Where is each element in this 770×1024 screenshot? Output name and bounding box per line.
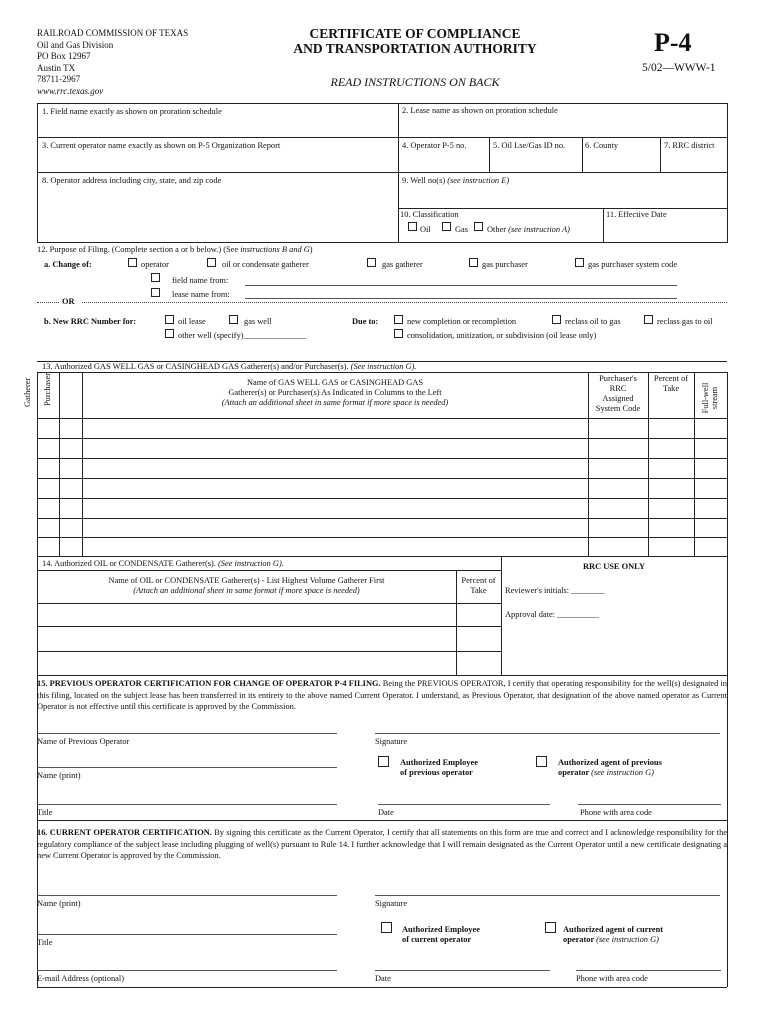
reclass-oil-gas-label: reclass oil to gas — [565, 317, 621, 326]
prev-name-print-label: Name (print) — [37, 771, 81, 780]
agency-block — [37, 28, 188, 97]
change-gas-gatherer-label: gas gatherer — [382, 260, 423, 269]
s15-body: Being the PREVIOUS OPERATOR, I certify that operating responsibility for the well(s) designated in this filing, located on the subject lease has been transferred in its entirety to the above named Current Operator. I understand, as Previous Operator, that designation of the above named operator as Current Operator is not effective until this certificate is approved by the Commission. — [37, 679, 727, 711]
emp-line: Authorized Employee — [402, 925, 480, 934]
new-completion-checkbox[interactable] — [394, 315, 403, 324]
field-2-label: 2. Lease name as shown on proration schedule — [402, 106, 558, 115]
field-4-label: 4. Operator P-5 no. — [402, 141, 467, 150]
reclass-oil-gas-checkbox[interactable] — [552, 315, 561, 324]
form-number: P-4 — [654, 28, 692, 57]
field-11-label: 11. Effective Date — [606, 210, 667, 219]
prev-agent-label — [558, 758, 662, 778]
prev-title-label: Title — [37, 808, 53, 817]
s14-title-instr: (See instruction G). — [218, 559, 284, 568]
agent-line: Authorized agent of current — [563, 925, 664, 934]
code-line: System Code — [595, 404, 641, 413]
or-label: OR — [62, 297, 75, 306]
field-5-label: 5. Oil Lse/Gas ID no. — [493, 141, 566, 150]
other-text: Other — [487, 225, 507, 234]
prev-operator-name-label: Name of Previous Operator — [37, 737, 130, 746]
pct-line: Take — [662, 384, 680, 393]
change-gas-purchaser-checkbox[interactable] — [469, 258, 478, 267]
new-other-well-checkbox[interactable] — [165, 329, 174, 338]
s14-name-line: (Attach an additional sheet in same format if more space is needed) — [133, 586, 360, 595]
other-checkbox[interactable] — [474, 222, 483, 231]
change-operator-checkbox[interactable] — [128, 258, 137, 267]
title-line: CERTIFICATE OF COMPLIANCE — [309, 26, 521, 41]
new-completion-label: new completion or recompletion — [407, 317, 517, 326]
new-oil-lease-checkbox[interactable] — [165, 315, 174, 324]
change-system-code-label: gas purchaser system code — [588, 260, 678, 269]
form-title — [250, 26, 580, 56]
new-other-well-label: other well (specify)_______________ — [178, 331, 307, 340]
cur-title-label: Title — [37, 938, 53, 947]
prev-date-label: Date — [378, 808, 394, 817]
agent-instr: (see instruction G) — [596, 935, 659, 944]
change-operator-label: operator — [141, 260, 169, 269]
section-12-title — [37, 245, 313, 255]
emp-line: of current operator — [402, 935, 472, 944]
agent-line: operator — [563, 935, 595, 944]
approval-date: Approval date: __________ — [505, 610, 599, 619]
reclass-gas-oil-label: reclass gas to oil — [657, 317, 713, 326]
s13-title-text: 13. Authorized GAS WELL GAS or CASINGHEAD GAS Gatherer(s) and/or Purchaser(s). — [42, 362, 349, 371]
code-line: RRC — [609, 384, 627, 393]
emp-line: Authorized Employee — [400, 758, 478, 767]
section-15-text — [37, 678, 727, 713]
cur-signature-label: Signature — [375, 899, 408, 908]
cur-employee-checkbox[interactable] — [381, 922, 392, 933]
oil-label: Oil — [420, 225, 431, 234]
s12-title-instr: instructions B and G — [240, 245, 310, 254]
change-oil-gatherer-checkbox[interactable] — [207, 258, 216, 267]
agency-line: Austin TX — [37, 62, 76, 73]
field-3-label: 3. Current operator name exactly as shown on P-5 Organization Report — [42, 141, 281, 150]
pct-line: Percent of — [461, 576, 496, 585]
consolidation-checkbox[interactable] — [394, 329, 403, 338]
purchaser-header: Purchaser — [43, 372, 52, 406]
s14-name-line: Name of OIL or CONDENSATE Gatherer(s) - List Highest Volume Gatherer First — [108, 576, 385, 585]
gatherer-header: Gatherer — [23, 377, 32, 407]
field-1-label: 1. Field name exactly as shown on proration schedule — [42, 107, 222, 116]
form-version: 5/02—WWW-1 — [642, 62, 716, 74]
agency-web: www.rrc.texas.gov — [37, 85, 104, 96]
new-gas-well-label: gas well — [244, 317, 272, 326]
change-gas-gatherer-checkbox[interactable] — [367, 258, 376, 267]
new-oil-lease-label: oil lease — [178, 317, 206, 326]
agency-line: PO Box 12967 — [37, 51, 91, 61]
title-line: AND TRANSPORTATION AUTHORITY — [293, 41, 537, 56]
lease-name-from-checkbox[interactable] — [151, 288, 160, 297]
reclass-gas-oil-checkbox[interactable] — [644, 315, 653, 324]
cur-employee-label — [402, 925, 480, 945]
section-13-title — [42, 362, 416, 372]
cur-agent-checkbox[interactable] — [545, 922, 556, 933]
lease-name-from-label: lease name from: — [172, 290, 230, 299]
prev-agent-checkbox[interactable] — [536, 756, 547, 767]
change-oil-gatherer-label: oil or condensate gatherer — [222, 260, 309, 269]
cur-phone-label: Phone with area code — [576, 974, 648, 983]
rrc-use-only: RRC USE ONLY — [582, 562, 646, 571]
s13-name-header — [82, 378, 588, 408]
read-instructions: READ INSTRUCTIONS ON BACK — [330, 75, 500, 89]
cur-email-label: E-mail Address (optional) — [37, 974, 124, 983]
s14-name-header — [37, 576, 456, 596]
field-6-label: 6. County — [585, 141, 619, 150]
s14-percent-header — [456, 576, 501, 596]
pct-line: Percent of — [653, 374, 689, 383]
agency-line: Oil and Gas Division — [37, 39, 114, 50]
agent-instr: (see instruction G) — [591, 768, 654, 777]
consolidation-label: consolidation, unitization, or subdivision (oil lease only) — [407, 331, 597, 340]
prev-employee-label — [400, 758, 478, 778]
emp-line: of previous operator — [400, 768, 473, 777]
change-of-label: a. Change of: — [44, 260, 92, 269]
s12-title-text: 12. Purpose of Filing. (Complete section a or b below.) (See — [37, 245, 239, 254]
due-to-label: Due to: — [352, 317, 379, 326]
agency-line: RAILROAD COMMISSION OF TEXAS — [37, 28, 189, 38]
field-8-label: 8. Operator address including city, state, and zip code — [42, 176, 222, 185]
new-gas-well-checkbox[interactable] — [229, 315, 238, 324]
gas-checkbox[interactable] — [442, 222, 451, 231]
change-gas-purchaser-label: gas purchaser — [482, 260, 528, 269]
field-name-from-checkbox[interactable] — [151, 273, 160, 282]
agent-line: operator — [558, 768, 590, 777]
other-label — [487, 225, 570, 235]
oil-checkbox[interactable] — [408, 222, 417, 231]
field-name-from-label: field name from: — [172, 276, 229, 285]
agency-line: 78711-2967 — [37, 74, 81, 84]
s14-title-text: 14. Authorized OIL or CONDENSATE Gatherer(s). — [42, 559, 216, 568]
cur-name-print-label: Name (print) — [37, 899, 81, 908]
s13-percent-header — [648, 374, 694, 394]
prev-signature-label: Signature — [375, 737, 408, 746]
prev-phone-label: Phone with area code — [580, 808, 652, 817]
change-system-code-checkbox[interactable] — [575, 258, 584, 267]
new-rrc-label: b. New RRC Number for: — [44, 317, 137, 326]
s13-title-instr: (See instruction G). — [350, 362, 417, 371]
cur-agent-label — [563, 925, 663, 945]
field-10-label: 10. Classification — [400, 210, 459, 219]
code-line: Purchaser's — [599, 374, 637, 383]
s16-body: By signing this certificate as the Current Operator, I certify that all statements on this form are true and correct and I acknowledge responsibility for the regulatory compliance of the subject lease including plugging of well(s) pursuant to Rule 14. I further acknowledge that I will remain designated as the Current Operator until a new certificate designating a new Current Operator is approved by the Commission. — [37, 828, 727, 860]
field-9-label — [402, 176, 509, 186]
s15-title: 15. PREVIOUS OPERATOR CERTIFICATION FOR CHANGE OF OPERATOR P-4 FILING. — [37, 679, 381, 688]
s16-title: 16. CURRENT OPERATOR CERTIFICATION. — [37, 828, 212, 837]
s12-title-end: ) — [309, 245, 313, 254]
s13-name-line: Name of GAS WELL GAS or CASINGHEAD GAS — [246, 378, 424, 387]
field-9-text: 9. Well no(s) — [402, 176, 446, 185]
code-line: Assigned — [602, 394, 634, 403]
agent-line: Authorized agent of previous — [558, 758, 662, 767]
system-code-header — [588, 374, 648, 414]
field-7-label: 7. RRC district — [664, 141, 715, 150]
section-14-title — [42, 559, 284, 569]
cur-date-label: Date — [375, 974, 391, 983]
reviewer-initials: Reviewer's initials: ________ — [505, 586, 605, 595]
prev-employee-checkbox[interactable] — [378, 756, 389, 767]
s13-name-line: Gatherer(s) or Purchaser(s) As Indicated in Columns to the Left — [228, 388, 442, 397]
other-instr: (see instruction A) — [508, 225, 570, 234]
full-well-header: Full-well stream — [701, 382, 719, 414]
s13-name-line: (Attach an additional sheet in same format if more space is needed) — [221, 398, 449, 407]
gas-label: Gas — [455, 225, 469, 234]
pct-line: Take — [470, 586, 487, 595]
section-16-text — [37, 827, 727, 862]
field-9-instr: (see instruction E) — [447, 176, 510, 185]
